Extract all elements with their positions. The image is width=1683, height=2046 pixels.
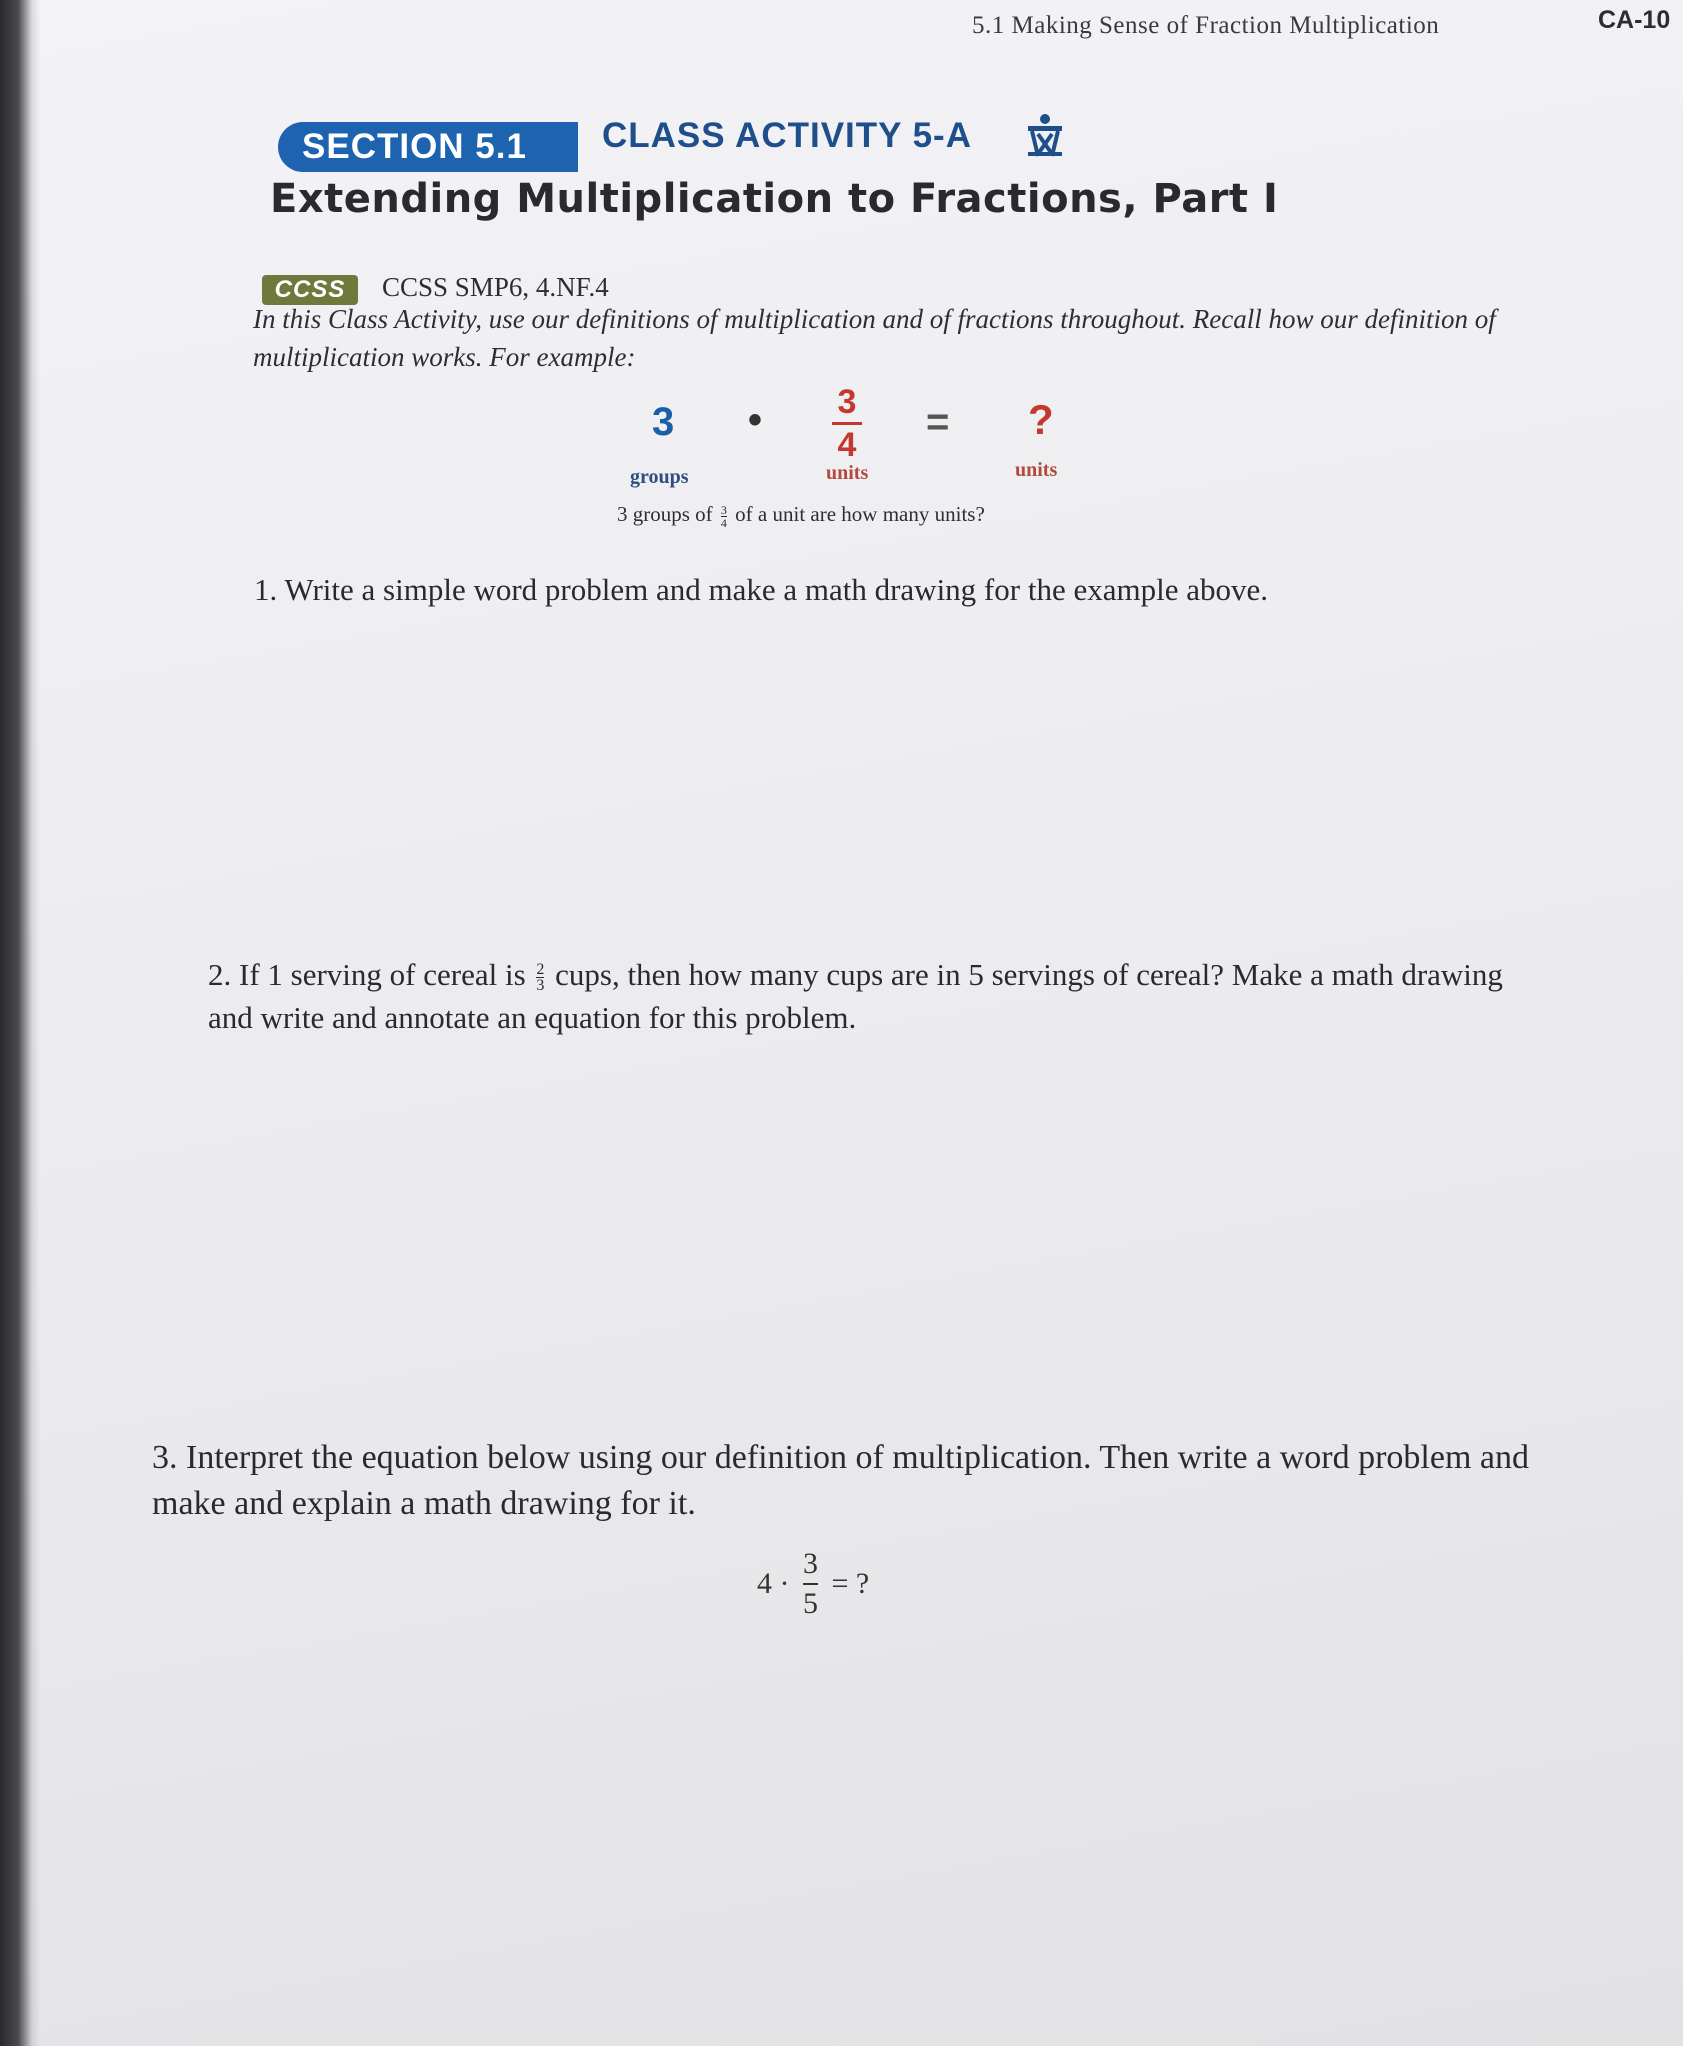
example-caption <box>617 502 985 529</box>
page-edge-shadow <box>0 0 40 2046</box>
question-1-text: Write a simple word problem and make a math drawing for the example above. <box>284 572 1268 607</box>
example-fraction-denominator: 4 <box>837 426 857 464</box>
question-3-text: Interpret the equation below using our definition of multiplication. Then write a word problem and make and explain a math drawing for it. <box>152 1439 1529 1522</box>
label-units-fraction: units <box>826 462 869 484</box>
caption-fraction-denominator: 4 <box>720 515 727 530</box>
example-groups-value: 3 <box>652 400 675 444</box>
question-1 <box>254 568 1454 611</box>
example-equals: = <box>926 400 950 444</box>
caption-text-before: 3 groups of <box>617 502 713 526</box>
question-2-fraction-numerator: 2 <box>536 961 545 979</box>
fraction-bar <box>832 422 862 425</box>
page-code: CA-10 <box>1598 6 1671 34</box>
question-2-text-before: If 1 serving of cereal is <box>239 957 526 992</box>
equation-fraction <box>803 1548 818 1620</box>
question-2-fraction <box>536 962 544 993</box>
question-1-number: 1. <box>254 572 278 607</box>
equation-left: 4 · <box>757 1567 790 1600</box>
question-2 <box>208 953 1548 1039</box>
label-groups: groups <box>630 466 689 488</box>
team-activity-icon <box>1024 112 1066 158</box>
question-3-number: 3. <box>152 1439 178 1476</box>
fraction-bar <box>803 1583 818 1585</box>
caption-text-after: of a unit are how many units? <box>735 502 985 526</box>
example-fraction <box>832 384 862 463</box>
activity-title: Extending Multiplication to Fractions, Part I <box>270 176 1279 222</box>
running-head: 5.1 Making Sense of Fraction Multiplication <box>972 12 1440 39</box>
example-result: ? <box>1028 396 1054 443</box>
caption-fraction-numerator: 3 <box>720 502 727 517</box>
caption-fraction <box>721 504 727 529</box>
label-units-result: units <box>1015 459 1058 481</box>
intro-paragraph: In this Class Activity, use our definitions of multiplication and of fractions throughout. Recall how our definition of multiplication works. For example: <box>253 304 1496 372</box>
question-3 <box>152 1435 1572 1527</box>
ccss-standards: CCSS SMP6, 4.NF.4 <box>382 272 609 302</box>
question-2-text-after: cups, then how many cups are in 5 servings of cereal? Make a math drawing and write and annotate an equation for this problem. <box>208 957 1503 1035</box>
example-operator: • <box>748 398 763 442</box>
question-3-equation <box>757 1548 869 1620</box>
equation-fraction-denominator: 5 <box>803 1587 818 1620</box>
section-tab: SECTION 5.1 <box>278 122 578 172</box>
ccss-badge: CCSS <box>262 275 358 305</box>
question-2-number: 2. <box>208 957 232 992</box>
question-2-fraction-denominator: 3 <box>536 977 545 995</box>
example-fraction-numerator: 3 <box>837 383 857 421</box>
class-activity-label: CLASS ACTIVITY 5-A <box>602 116 972 155</box>
equation-fraction-numerator: 3 <box>803 1547 818 1580</box>
equation-right: = ? <box>831 1567 870 1600</box>
